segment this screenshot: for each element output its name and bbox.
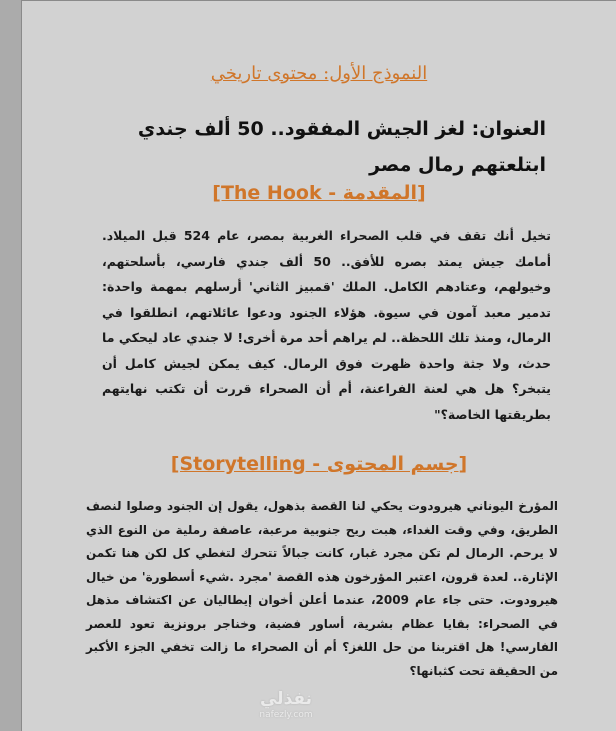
watermark-url: nafezly.com [259, 710, 313, 720]
nafezly-watermark [231, 688, 341, 728]
section-title-hook: [The Hook - المقدمة] [212, 182, 426, 204]
watermark-logo: نفذلي [259, 689, 313, 709]
section-title-storytelling: [Storytelling - جسم المحتوى] [170, 453, 468, 475]
document-headline: العنوان: لغز الجيش المفقود.. 50 ألف جندي ابتلعتهم رمال مصر [137, 118, 546, 176]
document-page [21, 0, 616, 731]
storytelling-paragraph: المؤرخ اليوناني هيرودوت يحكي لنا القصة بذهول، يقول إن الجنود وصلوا لنصف الطريق، وفي وقت الغداء، هبت ريح جنوبية مرعبة، عاصفة رملية من النوع الذي لا يرحم. الرمال لم تكن مجرد غبار، كانت جبالاً تتحرك لتغطي كل لكن هنا تكمن الإثارة.. لعدة قرون، اعتبر المؤرخون هذه القصة 'مجرد .شيء أسطورة' من خيال هيرودوت. حتى جاء عام 2009، عندما أعلن أخوان إيطاليان عن اكتشاف مذهل في الصحراء: بقايا عظام بشرية، أساور فضية، وخناجر برونزية تعود للعصر الفارسي! هل اقتربنا من حل اللغز؟ أم أن الصحراء ما زالت تخفي الجزء الأكبر من الحقيقة تحت كثبانها؟ [86, 499, 558, 678]
hook-paragraph: تخيل أنك تقف في قلب الصحراء الغربية بمصر، عام 524 قبل الميلاد. أمامك جيش يمتد بصره للأفق.. 50 ألف جندي فارسي، بأسلحتهم، وخيولهم، وعتادهم الكامل. الملك 'قمبيز الثاني' أرسلهم بمهمة واحدة: تدمير معبد آمون في سيوة. هؤلاء الجنود ودعوا عائلاتهم، انطلقوا في الرمال، ومنذ تلك اللحظة.. لم يراهم أحد مرة أخرى! لا جندي عاد ليحكي ما حدث، ولا جثة واحدة ظهرت فوق الرمال. كيف يمكن لجيش كامل أن يتبخر؟ هل هي لعنة الفراعنة، أم أن الصحراء قررت أن تكتب نهايتهم بطريقتها الخاصة؟" [102, 228, 551, 422]
section-title-historical-model: النموذج الأول: محتوى تاريخي [210, 63, 428, 84]
